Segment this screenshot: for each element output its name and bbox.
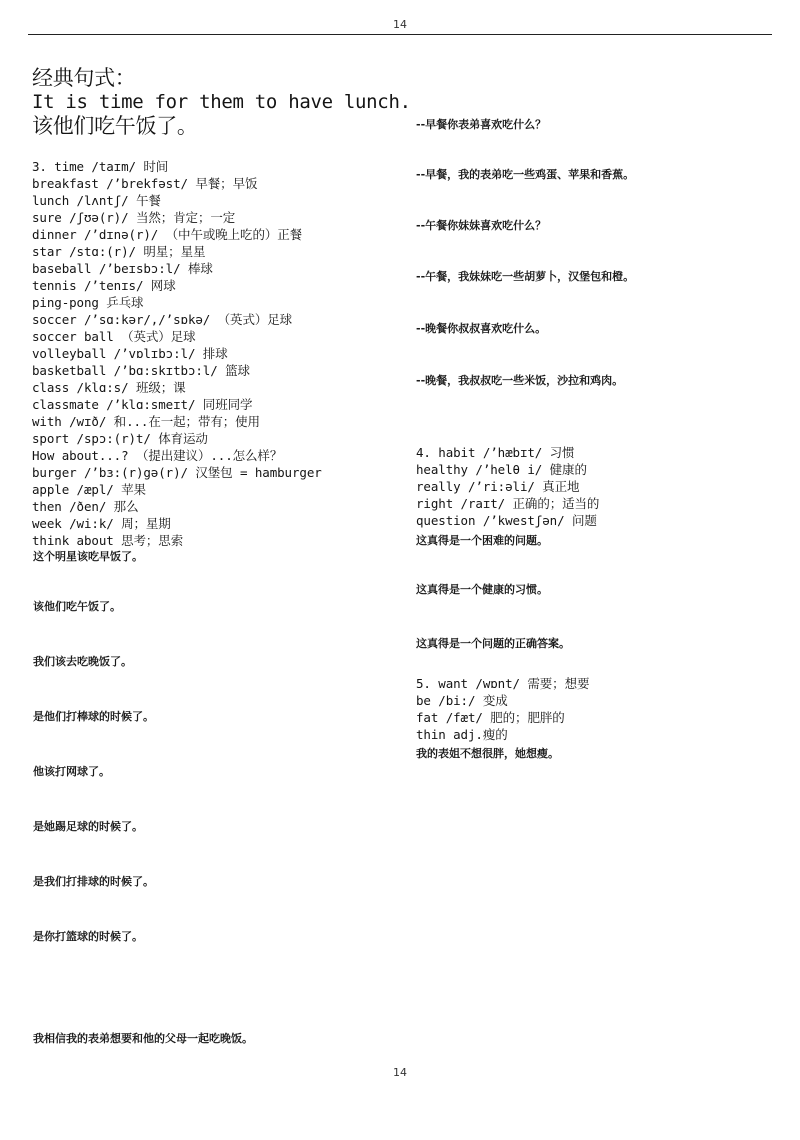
dialogue-line: --晚餐你叔叔喜欢吃什么。 [416,322,547,335]
practice-sentence: 这真得是一个问题的正确答案。 [416,637,570,650]
key-pattern-english: It is time for them to have lunch. [32,91,411,113]
vocab-item: apple /æpl/ 苹果 [32,482,146,497]
vocab-item: really /’ri:əli/ 真正地 [416,479,580,494]
vocab-item: 3. time /taɪm/ 时间 [32,159,169,174]
dialogue-line: --午餐，我妹妹吃一些胡萝卜，汉堡包和橙。 [416,270,635,283]
practice-sentence: 我相信我的表弟想要和他的父母一起吃晚饭。 [33,1032,253,1045]
practice-sentence: 这真得是一个健康的习惯。 [416,583,548,596]
vocab-item: ping-pong 乒乓球 [32,295,144,310]
vocab-item: dinner /’dɪnə(r)/ （中午或晚上吃的）正餐 [32,227,303,242]
vocab-item: soccer /’sɑ:kər/,/’sɒkə/ （英式）足球 [32,312,293,327]
dialogue-line: --晚餐，我叔叔吃一些米饭，沙拉和鸡肉。 [416,374,624,387]
vocab-list-3 [32,158,412,549]
practice-sentence: 是他们打棒球的时候了。 [33,710,154,723]
key-pattern-chinese: 该他们吃午饭了。 [32,114,198,138]
vocab-item: sport /spɔ:(r)t/ 体育运动 [32,431,208,446]
vocab-item: fat /fæt/ 肥的；肥胖的 [416,710,565,725]
vocab-item: be /bi:/ 变成 [416,693,508,708]
vocab-item: week /wi:k/ 周；星期 [32,516,171,531]
dialogue-line: --早餐，我的表弟吃一些鸡蛋、苹果和香蕉。 [416,168,635,181]
left-column [32,66,412,549]
practice-sentence: 这真得是一个困难的问题。 [416,534,548,547]
practice-sentence: 是她踢足球的时候了。 [33,820,143,833]
vocab-item: How about...? （提出建议）...怎么样？ [32,448,283,463]
vocab-item: right /raɪt/ 正确的；适当的 [416,496,600,511]
vocab-item: soccer ball （英式）足球 [32,329,196,344]
vocab-item: basketball /’bɑ:skɪtbɔ:l/ 篮球 [32,363,250,378]
vocab-item: sure /ʃʊə(r)/ 当然；肯定；一定 [32,210,236,225]
vocab-list-4 [416,444,599,529]
practice-sentence: 这个明星该吃早饭了。 [33,550,143,563]
page-number-top: 14 [393,18,407,31]
dialogue-line: --午餐你妹妹喜欢吃什么？ [416,219,547,232]
vocab-item: burger /’bɜ:(r)gə(r)/ 汉堡包 = hamburger [32,465,322,480]
vocab-item: volleyball /’vɒlɪbɔ:l/ 排球 [32,346,228,361]
vocab-item: healthy /’helθ i/ 健康的 [416,462,587,477]
vocab-item: star /stɑ:(r)/ 明星；星星 [32,244,206,259]
vocab-item: 4. habit /’hæbɪt/ 习惯 [416,445,575,460]
practice-sentence: 该他们吃午饭了。 [33,600,121,613]
vocab-item: classmate /’klɑ:smeɪt/ 同班同学 [32,397,253,412]
practice-sentence: 我的表姐不想很胖，她想瘦。 [416,747,559,760]
vocab-item: with /wɪð/ 和...在一起；带有；使用 [32,414,260,429]
practice-sentence: 是你打篮球的时候了。 [33,930,143,943]
vocab-item: thin adj.瘦的 [416,727,508,742]
vocab-item: question /’kwestʃən/ 问题 [416,513,597,528]
practice-sentence: 我们该去吃晚饭了。 [33,655,132,668]
vocab-item: baseball /’beɪsbɔ:l/ 棒球 [32,261,213,276]
page-number-bottom: 14 [393,1066,407,1079]
key-pattern-heading: 经典句式： [32,66,136,90]
vocab-item: breakfast /’brekfəst/ 早餐；早饭 [32,176,258,191]
vocab-item: then /ðen/ 那么 [32,499,139,514]
vocab-item: think about 思考；思索 [32,533,184,548]
vocab-item: tennis /’tenɪs/ 网球 [32,278,176,293]
practice-sentence: 是我们打排球的时候了。 [33,875,154,888]
header-rule [28,34,772,35]
dialogue-line: --早餐你表弟喜欢吃什么？ [416,118,547,131]
vocab-list-5 [416,675,589,743]
vocab-item: 5. want /wɒnt/ 需要；想要 [416,676,590,691]
vocab-item: lunch /lʌntʃ/ 午餐 [32,193,161,208]
vocab-item: class /klɑ:s/ 班级；课 [32,380,186,395]
practice-sentence: 他该打网球了。 [33,765,110,778]
